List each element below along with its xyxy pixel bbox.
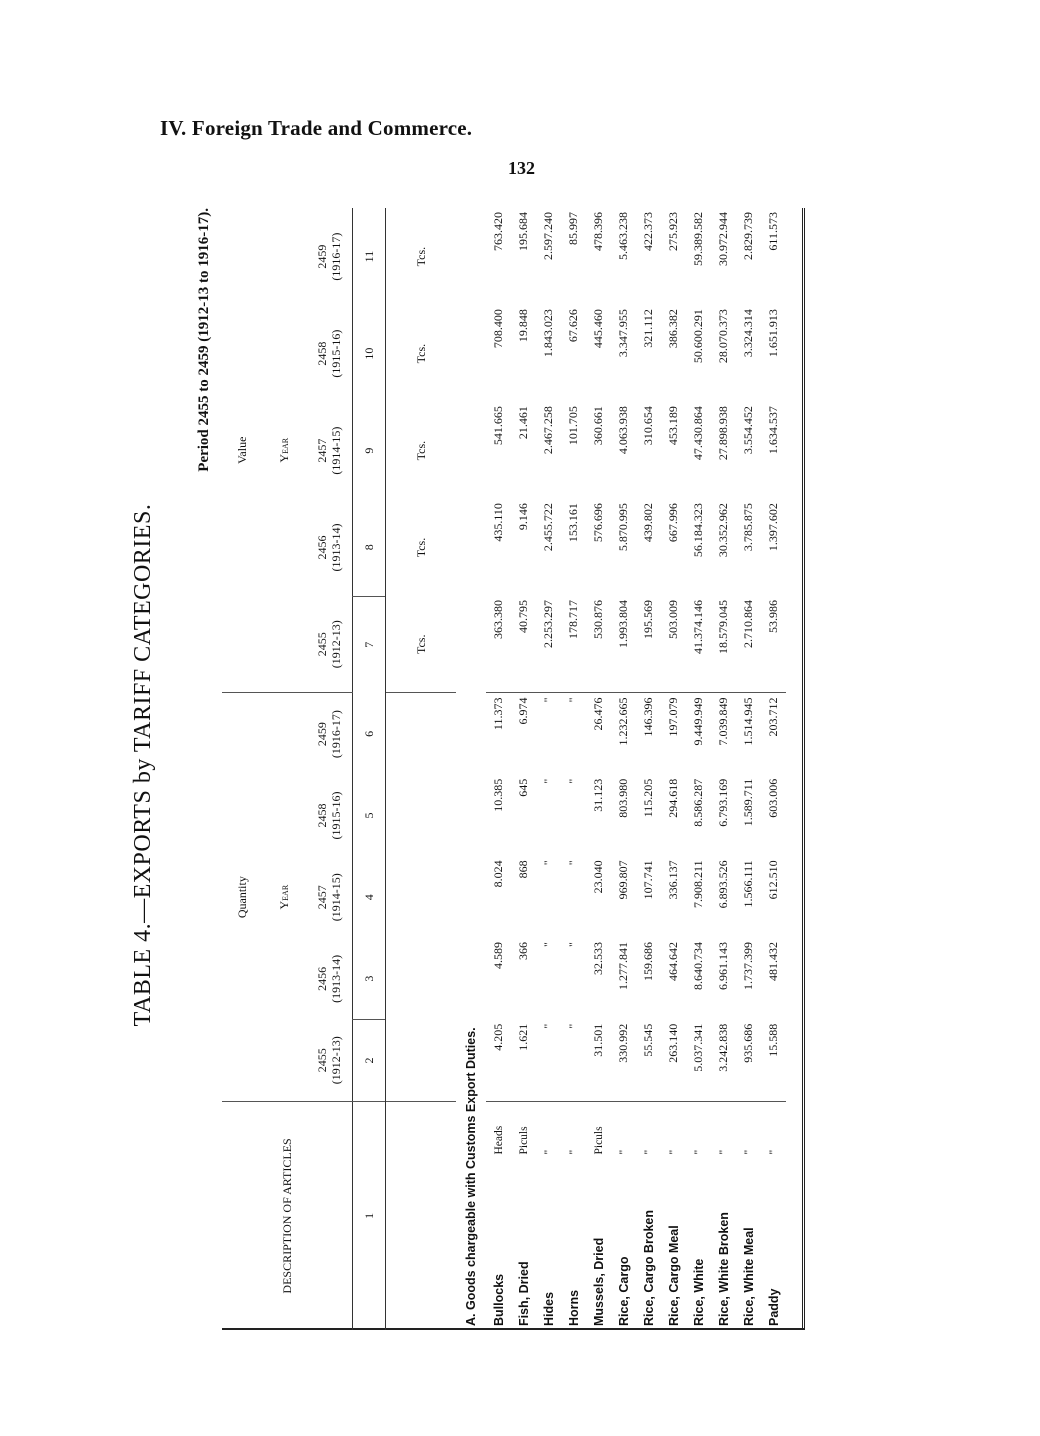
value-cell: 1.843.023 — [541, 309, 555, 358]
article-name: Rice, White Meal — [741, 1227, 756, 1326]
value-cell: 445.460 — [591, 309, 605, 349]
value-cell: 1.397.602 — [766, 503, 780, 552]
quantity-cell: 969.807 — [616, 860, 630, 900]
quantity-cell: 603.006 — [766, 778, 780, 818]
year-header: 2455 (1912-13) — [315, 1036, 343, 1085]
quantity-cell: 803.980 — [616, 778, 630, 818]
table-row — [636, 208, 661, 1330]
value-cell: 27.898.938 — [716, 406, 730, 461]
value-cell: 5.870.995 — [616, 503, 630, 552]
article-name: Hides — [541, 1291, 556, 1326]
column-number: 3 — [353, 938, 386, 1020]
running-head: IV. Foreign Trade and Commerce. — [160, 116, 473, 140]
quantity-cell: 7.039.849 — [711, 693, 736, 775]
value-cell: 310.654 — [641, 406, 655, 446]
value-cell: 18.579.045 — [716, 600, 730, 655]
value-cell: 195.684 — [516, 212, 530, 251]
value-cell: 422.373 — [641, 212, 655, 251]
value-cell: 50.600.291 — [691, 309, 705, 364]
value-cell: 21.461 — [516, 406, 530, 440]
year-header: 2458 (1915-16) — [315, 791, 343, 840]
unit-cell — [386, 775, 457, 857]
quantity-cell: 15.588 — [766, 1023, 780, 1057]
quantity-cell: " — [561, 693, 586, 775]
value-cell: 5.463.238 — [616, 212, 630, 260]
quantity-cell: 6.961.143 — [716, 942, 730, 991]
value-cell: 2.597.240 — [541, 212, 555, 260]
quantity-cell: 10.385 — [491, 778, 505, 812]
table-row — [736, 208, 761, 1330]
quantity-year-header: Year — [262, 693, 306, 1101]
value-cell: 576.696 — [591, 503, 605, 543]
value-cell: 439.802 — [641, 503, 655, 543]
quantity-cell: 9.449.949 — [686, 693, 711, 775]
quantity-cell: 464.642 — [666, 942, 680, 982]
quantity-cell: 31.123 — [591, 778, 605, 812]
value-cell: 667.996 — [666, 503, 680, 543]
unit: " — [561, 1101, 586, 1158]
quantity-cell: 3.242.838 — [716, 1023, 730, 1072]
year-header: 2457 (1914-15) — [315, 426, 343, 475]
value-cell: 708.400 — [491, 309, 505, 349]
value-unit: Tcs. — [413, 343, 428, 364]
quantity-cell: " — [566, 942, 580, 947]
year-header: 2457 (1914-15) — [315, 873, 343, 922]
value-cell: 478.396 — [591, 212, 605, 251]
quantity-cell: 107.741 — [641, 860, 655, 900]
value-cell: 530.876 — [591, 600, 605, 640]
value-cell: 611.573 — [766, 212, 780, 251]
quantity-cell: 32.533 — [591, 942, 605, 976]
quantity-cell: 1.514.945 — [736, 693, 761, 775]
year-header: 2455 (1912-13) — [315, 620, 343, 669]
quantity-cell: 645 — [516, 778, 530, 797]
quantity-cell: 4.589 — [491, 942, 505, 970]
quantity-cell: 1.277.841 — [616, 942, 630, 991]
column-number-row — [353, 208, 386, 1330]
value-cell: 503.009 — [666, 600, 680, 640]
unit-cell — [386, 1020, 457, 1102]
value-cell: 85.997 — [566, 212, 580, 245]
quantity-cell: " — [541, 942, 555, 947]
value-cell: 41.374.146 — [691, 600, 705, 655]
column-number: 8 — [353, 499, 386, 596]
year-header: 2459 (1916-17) — [306, 693, 353, 775]
table-period: Period 2455 to 2459 (1912-13 to 1916-17). — [196, 208, 212, 472]
quantity-cell: 6.893.526 — [716, 860, 730, 909]
quantity-cell: 146.396 — [636, 693, 661, 775]
value-cell: 541.665 — [491, 406, 505, 446]
value-cell: 2.829.739 — [741, 212, 755, 260]
quantity-cell: 481.432 — [766, 942, 780, 982]
unit-cell — [386, 938, 457, 1020]
column-number: 6 — [353, 693, 386, 775]
value-cell: 101.705 — [566, 406, 580, 446]
value-cell: 1.634.537 — [766, 406, 780, 455]
quantity-cell: 1.232.665 — [611, 693, 636, 775]
value-cell: 153.161 — [566, 503, 580, 543]
value-cell: 386.382 — [666, 309, 680, 349]
unit: " — [536, 1101, 561, 1158]
value-cell: 4.063.938 — [616, 406, 630, 455]
table-row — [486, 208, 511, 1330]
article-name: Paddy — [766, 1288, 781, 1326]
article-name: Rice, White Broken — [716, 1212, 731, 1326]
table-body — [456, 208, 786, 1330]
quantity-cell: 23.040 — [591, 860, 605, 894]
quantity-cell: 55.545 — [641, 1023, 655, 1057]
value-cell: 30.972.944 — [716, 212, 730, 266]
quantity-cell: " — [541, 1023, 555, 1029]
quantity-cell: 203.712 — [761, 693, 786, 775]
table-row — [711, 208, 736, 1330]
table-row — [586, 208, 611, 1330]
value-cell: 2.467.258 — [541, 406, 555, 455]
unit: " — [736, 1101, 761, 1158]
table-row — [686, 208, 711, 1330]
value-cell: 3.324.314 — [741, 309, 755, 358]
value-unit: Tcs. — [413, 537, 428, 558]
table-row — [511, 208, 536, 1330]
quantity-cell: 612.510 — [766, 860, 780, 900]
quantity-cell: 1.737.399 — [741, 942, 755, 991]
table-row — [661, 208, 686, 1330]
value-cell: 1.651.913 — [766, 309, 780, 358]
unit-cell — [386, 1159, 457, 1330]
table-row — [561, 208, 586, 1330]
quantity-cell: 935.686 — [741, 1023, 755, 1063]
page-number: 132 — [508, 158, 535, 178]
article-name: Fish, Dried — [516, 1261, 531, 1326]
table-row — [536, 208, 561, 1330]
quantity-cell: 6.793.169 — [716, 778, 730, 827]
unit-cell — [386, 693, 457, 775]
article-name: Rice, Cargo Broken — [641, 1209, 656, 1326]
value-cell: 321.112 — [641, 309, 655, 348]
value-cell: 275.923 — [666, 212, 680, 251]
year-header: 2459 (1916-17) — [315, 232, 343, 281]
value-cell: 178.717 — [566, 600, 580, 640]
year-header: 2456 (1913-14) — [315, 523, 343, 572]
value-cell: 53.986 — [766, 600, 780, 634]
value-cell: 3.554.452 — [741, 406, 755, 455]
quantity-cell: 336.137 — [666, 860, 680, 900]
quantity-cell: 26.476 — [586, 693, 611, 775]
table-row — [761, 208, 786, 1330]
unit: " — [686, 1101, 711, 1158]
category-heading: A. Goods chargeable with Customs Export Duties. — [464, 1027, 478, 1326]
value-cell: 28.070.373 — [716, 309, 730, 364]
unit: " — [711, 1101, 736, 1158]
description-header: DESCRIPTION OF ARTICLES — [222, 1101, 353, 1330]
quantity-cell: 11.373 — [486, 693, 511, 775]
quantity-cell: " — [536, 693, 561, 775]
value-cell: 2.710.864 — [741, 600, 755, 649]
year-header: 2456 (1913-14) — [315, 954, 343, 1003]
quantity-cell: 31.501 — [591, 1023, 605, 1057]
article-name: Rice, White — [691, 1258, 706, 1326]
value-unit: Tcs. — [413, 634, 428, 655]
article-name: Rice, Cargo — [616, 1256, 631, 1326]
value-cell: 3.785.875 — [741, 503, 755, 552]
value-cell: 453.189 — [666, 406, 680, 446]
table-row — [611, 208, 636, 1330]
column-number: 1 — [353, 1101, 386, 1330]
quantity-cell: 1.621 — [516, 1023, 530, 1051]
value-year-header: Year — [276, 437, 291, 463]
value-cell: 3.347.955 — [616, 309, 630, 358]
quantity-cell: " — [541, 778, 555, 784]
column-number: 4 — [353, 856, 386, 938]
unit: Piculs — [511, 1101, 536, 1158]
article-name: Horns — [566, 1289, 581, 1326]
column-number: 9 — [353, 402, 386, 499]
table-title: TABLE 4.—EXPORTS by TARIFF CATEGORIES. — [130, 503, 156, 1027]
value-cell: 59.389.582 — [691, 212, 705, 266]
quantity-cell: 294.618 — [666, 778, 680, 818]
unit: " — [661, 1101, 686, 1158]
value-cell: 19.848 — [516, 309, 530, 343]
quantity-cell: 4.205 — [491, 1023, 505, 1051]
quantity-cell: 5.037.341 — [691, 1023, 705, 1072]
exports-table — [222, 208, 786, 1330]
quantity-header: Quantity — [222, 693, 262, 1101]
value-cell: 360.661 — [591, 406, 605, 446]
value-cell: 195.569 — [641, 600, 655, 640]
column-number: 10 — [353, 305, 386, 402]
column-number: 5 — [353, 775, 386, 857]
quantity-cell: 159.686 — [641, 942, 655, 982]
value-cell: 30.352.962 — [716, 503, 730, 558]
year-header: 2458 (1915-16) — [315, 329, 343, 378]
value-unit: Tcs. — [413, 246, 428, 267]
article-name: Mussels, Dried — [591, 1237, 606, 1326]
quantity-cell: " — [566, 860, 580, 866]
value-cell: 40.795 — [516, 600, 530, 634]
value-header: Value — [234, 436, 249, 464]
column-number: 7 — [353, 596, 386, 693]
rotated-table-page — [130, 200, 870, 1330]
quantity-cell: 8.024 — [491, 860, 505, 888]
quantity-cell: " — [566, 778, 580, 784]
unit: " — [636, 1101, 661, 1158]
unit: Piculs — [586, 1101, 611, 1158]
value-cell: 67.626 — [566, 309, 580, 343]
value-cell: 763.420 — [491, 212, 505, 251]
quantity-cell: 1.566.111 — [741, 860, 755, 908]
value-unit: Tcs. — [413, 440, 428, 461]
value-cell: 2.253.297 — [541, 600, 555, 649]
quantity-cell: 7.908.211 — [691, 860, 705, 908]
unit: " — [611, 1101, 636, 1158]
value-cell: 2.455.722 — [541, 503, 555, 552]
value-cell: 47.430.864 — [691, 406, 705, 461]
article-name: Rice, Cargo Meal — [666, 1225, 681, 1326]
unit-row — [386, 208, 457, 1330]
quantity-cell: 366 — [516, 942, 530, 961]
unit: " — [761, 1101, 786, 1158]
quantity-cell: " — [566, 1023, 580, 1029]
quantity-cell: " — [541, 860, 555, 866]
article-name: Bullocks — [491, 1273, 506, 1326]
quantity-cell: 868 — [516, 860, 530, 879]
unit-cell — [386, 856, 457, 938]
quantity-cell: 8.640.734 — [691, 942, 705, 991]
quantity-cell: 6.974 — [511, 693, 536, 775]
quantity-cell: 263.140 — [666, 1023, 680, 1063]
value-cell: 9.146 — [516, 503, 530, 531]
quantity-cell: 1.589.711 — [741, 778, 755, 827]
value-cell: 1.993.804 — [616, 600, 630, 649]
quantity-cell: 330.992 — [616, 1023, 630, 1063]
unit-cell — [386, 1101, 457, 1158]
quantity-cell: 115.205 — [641, 778, 655, 818]
quantity-cell: 8.586.287 — [691, 778, 705, 827]
value-cell: 56.184.323 — [691, 503, 705, 558]
column-number: 11 — [353, 208, 386, 305]
column-number: 2 — [353, 1020, 386, 1102]
unit: Heads — [486, 1101, 511, 1158]
value-cell: 435.110 — [491, 503, 505, 542]
table-bottom-rule — [802, 208, 805, 1330]
quantity-cell: 197.079 — [661, 693, 686, 775]
value-cell: 363.380 — [491, 600, 505, 640]
